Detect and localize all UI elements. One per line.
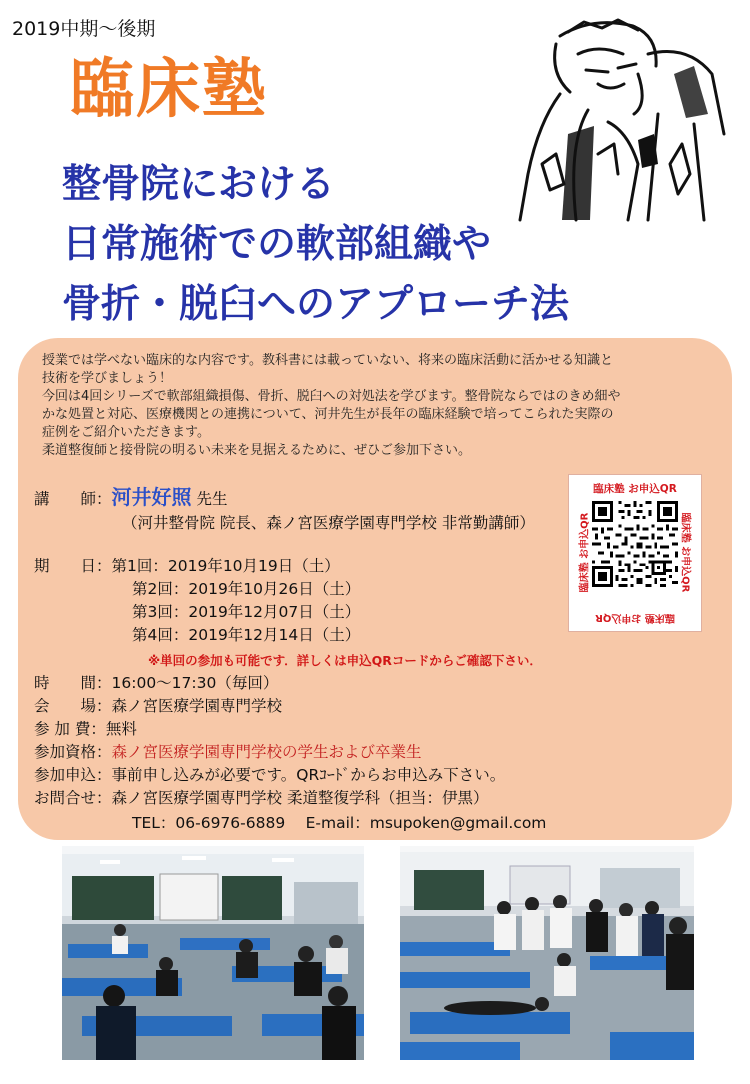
- qr-card[interactable]: [568, 474, 702, 632]
- dates-label: 期 日：: [34, 557, 112, 575]
- qr-label-right: 臨床塾 お申込QR: [679, 512, 691, 593]
- qr-label-bottom: 臨床塾 お申込QR: [595, 612, 675, 623]
- intro-line: 症例をご紹介いただきます。: [42, 425, 210, 440]
- apply-value: 事前申し込みが必要です。QRｺｰﾄﾞからお申込み下さい。: [111, 766, 506, 784]
- eligibility-label: 参加資格：: [34, 743, 112, 761]
- date-item: 第4回：2019年12月14日（土）: [132, 626, 361, 644]
- contact-value: 森ノ宮医療学園専門学校 柔道整復学科（担当：伊黒）: [111, 789, 489, 807]
- time-label: 時 間：: [34, 674, 112, 692]
- intro-line: 今回は4回シリーズで軟部組織損傷、骨折、脱臼への対処法を学びます。整骨院ならではのきめ細や: [42, 389, 621, 404]
- intro-text: [42, 352, 722, 460]
- term-label: 2019中期～後期: [12, 18, 156, 40]
- fee-value: 無料: [105, 720, 137, 738]
- eligibility-value: 森ノ宮医療学園専門学校の学生および卒業生: [111, 743, 422, 761]
- single-session-note: ※単回の参加も可能です．詳しくは申込QRコードからご確認下さい．: [148, 653, 542, 668]
- intro-line: かな処置と対応、医療機関との連携について、河井先生が長年の臨床経験で培ってこられた実際の: [42, 407, 614, 422]
- subtitle-line-1: 整骨院における: [62, 162, 336, 207]
- apply-row: [34, 764, 505, 786]
- venue-label: 会 場：: [34, 697, 112, 715]
- teacher-name: 河井好照: [111, 485, 192, 509]
- qr-label-top: 臨床塾 お申込QR: [593, 483, 677, 495]
- subtitle-line-3: 骨折・脱臼へのアプローチ法: [62, 282, 570, 327]
- fee-row: [34, 718, 137, 740]
- qr-code-icon[interactable]: [592, 501, 678, 587]
- time-row: [34, 672, 278, 694]
- teacher-affiliation: （河井整骨院 院長、森ノ宮医療学園専門学校 非常勤講師）: [122, 514, 535, 532]
- contact-row: [34, 787, 488, 809]
- tel-email-line: TEL：06-6976-6889 E-mail：msupoken@gmail.com: [132, 814, 547, 832]
- eligibility-row: [34, 741, 422, 763]
- dates-row: [34, 555, 340, 577]
- contact-label: お問合せ：: [34, 789, 112, 807]
- venue-value: 森ノ宮医療学園専門学校: [111, 697, 283, 715]
- qr-label-left: 臨床塾 お申込QR: [579, 512, 591, 593]
- classroom-photo-practice: [400, 846, 694, 1060]
- venue-row: [34, 695, 282, 717]
- fee-label: 参 加 費：: [34, 720, 106, 738]
- page-title: 臨床塾: [70, 53, 268, 127]
- date-item: 第1回：2019年10月19日（土）: [111, 557, 340, 575]
- intro-line: 柔道整復師と接骨院の明るい未来を見据えるために、ぜひご参加下さい。: [42, 443, 472, 458]
- intro-line: 技術を学びましょう！: [42, 371, 173, 386]
- date-item: 第2回：2019年10月26日（土）: [132, 580, 361, 598]
- teacher-row: [34, 486, 227, 510]
- apply-label: 参加申込：: [34, 766, 112, 784]
- doctor-sketch-illustration: [498, 14, 730, 222]
- time-value: 16:00～17:30（毎回）: [111, 674, 279, 692]
- teacher-label: 講 師：: [34, 490, 112, 508]
- subtitle-line-2: 日常施術での軟部組織や: [62, 222, 492, 267]
- classroom-photo-lecture: [62, 846, 364, 1060]
- date-item: 第3回：2019年12月07日（土）: [132, 603, 361, 621]
- intro-line: 授業では学べない臨床的な内容です。教科書には載っていない、将来の臨床活動に活かせる知識と: [42, 353, 613, 368]
- teacher-suffix: 先生: [196, 490, 228, 508]
